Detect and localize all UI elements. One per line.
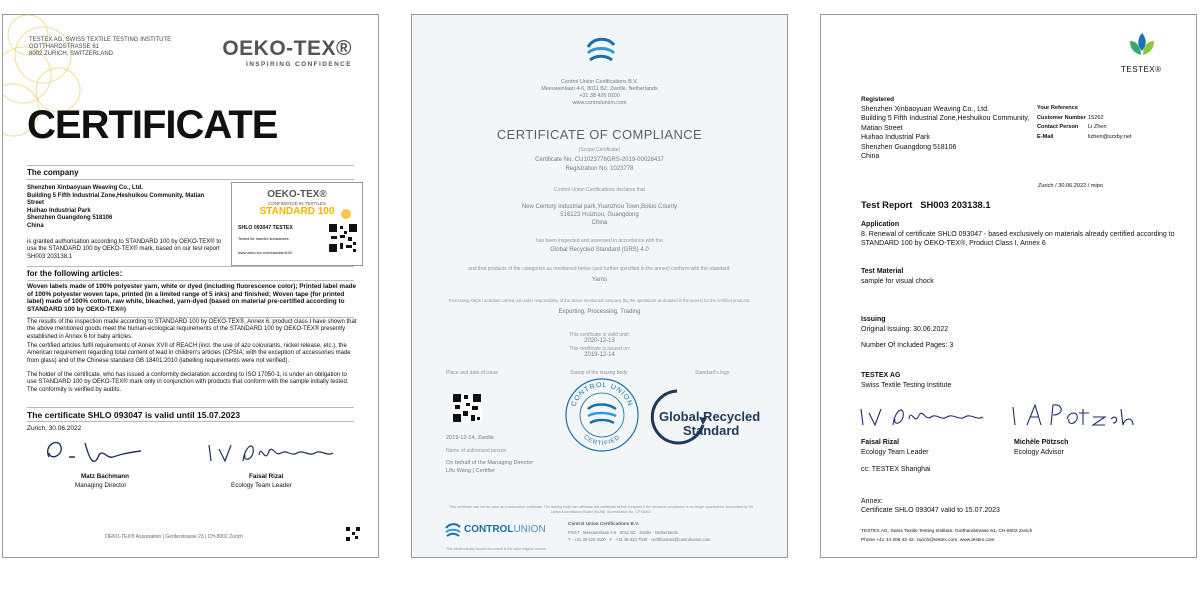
validity-text: The certificate SHLO 093047 is valid until 15.07.2023 [27,410,241,420]
cu-org: Control Union Certifications B.V. [561,79,638,85]
conformity-paragraph: The holder of the certificate, who has issued a conformity declaration according to ISO 17050-1, is under an obligation to use STANDARD 100 by OEKO-TEX® mark only in conjunction with products that conform with the sample initially tested. The conformity is verified by audits. [27,372,349,393]
grs-text-2: Standard [683,423,740,438]
signer-role-1: Ecology Team Leader [861,449,929,456]
place-label: Place and date of issue [446,370,498,376]
signature-rizal [851,395,991,435]
brand-part-1: CONTROL [464,524,514,535]
material-text: sample for visual chock [861,278,934,285]
processing-label: Processing steps / activities carried out under responsibility of the above mentioned company (by the operations as detailed in the annex) for the certified products: [448,298,751,303]
control-union-certificate [411,14,788,558]
qr-code-icon [346,527,360,541]
registered-address: Shenzhen Xinbaoyuan Weaving Co., Ltd. Building 5 Fifth Industrial Zone,Heshuikou Community, Matian Street Huihao Industrial Park Shenzhen Guangdong 518106 China [861,106,1030,161]
cu-address: Meeuwenlaan 4-6, 8011 BZ, Zwolle, Netherlands [541,86,658,92]
label-brand: OEKO-TEX® [267,189,327,200]
label-number: SHLO 093047 TESTEX [238,225,293,231]
brand-part-2: UNION [513,524,546,535]
cu-phone: +31 38 426 0100 [579,93,620,99]
logo-label: Standard's logo [695,370,730,376]
email: lizhen@szxby.net [1088,133,1132,140]
svg-text:CERTIFIED [582,434,621,447]
company-name: TESTEX AG [861,372,901,379]
authorisation-text: is granted authorisation according to STANDARD 100 by OEKO-TEX® to use the STANDARD 100 by OEKO-TEX® mark, based on our test report SH003 203138.1 [27,239,222,260]
issued-date: 2019-12-14 [584,352,615,358]
annex-text: Certificate SHLO 093047 valid to 15.07.2023 [861,507,1000,514]
application-label: Application [861,221,900,228]
certifier: Lifu Wang | Certifier [446,468,496,474]
label-tested: Tested for harmful substances [238,237,289,241]
products-label: and that products of the categories as mentioned below (and further specified in the annex) conform with this standard: [468,266,731,272]
divider [27,165,354,166]
grs-logo [647,385,767,447]
footer-org: Control Union Certifications B.V. [568,521,640,526]
signer-name-2: Faisal Rizal [249,473,284,480]
articles-heading: for the following articles: [27,269,123,278]
signature-bachmann [41,435,151,471]
signer-name-2: Michèle Pötzsch [1014,439,1069,446]
footer-line-2: Phone +41 44 206 42 42, zurich@testex.com, www.testex.com [861,538,995,543]
material-label: Test Material [861,268,904,275]
issuer-address: TESTEX AG, SWISS TEXTILE TESTING INSTITUTE GOTTHARDSTRASSE 61 8002 ZURICH, SWITZERLAND [29,37,172,57]
inspection-paragraph: The results of the inspection made according to STANDARD 100 by OEKO-TEX®, Annex 6, product class I have shown that the above mentioned goods meet the human-ecological requirements of the STANDARD 100 by OEKO-TEX® presently established in Annex 6 for baby articles. [27,319,357,340]
footer-post: POST · Meeuwenlaan 4-6 · 8011 BZ · Zwolle · Netherlands [568,530,678,535]
scope-label: (Scope Certificate) [578,147,621,153]
testex-wordmark: TESTEX® [1121,65,1162,74]
qr-code-icon [328,223,358,253]
label-standard: STANDARD 100 [259,206,335,217]
signer-name-1: Faisal Rizal [861,439,900,446]
sun-icon [338,206,354,222]
on-behalf: On behalf of the Managing Director [446,460,534,466]
report-title: Test Report SH003 203138.1 [861,199,991,210]
company-address: Shenzhen Xinbaoyuan Weaving Co., Ltd. Building 5 Fifth Industrial Zone,Heshuikou Community, Matian Street Huihao Industrial Park Shenzhen Guangdong 518106 China [27,185,205,229]
application-text: 8. Renewal of certificate SHLO 093047 - based exclusively on materials already certified according to STANDARD 100 by OEKO-TEX®, Product Class I, Annex 6 [861,231,1175,248]
registered-label: Registered [861,96,895,103]
customer-label: Customer Number [1037,114,1086,121]
place-date: Zurich / 30.06.2022 / mipo [1038,183,1103,189]
reference-block [1037,104,1187,142]
contact-person: Li Zhen [1088,124,1107,131]
valid-until: 2020-12-13 [584,338,615,344]
articles-text: Woven labels made of 100% polyester yarn, white or dyed (including fluorescence color); Printed label made of 100% polyester woven tape, printed (in a limited range of 5 inks) and finished; Woven tape (for printed label) made of 100% cotton, raw white, bleached, yarn-dyed (based on material pre-certified according to STANDARD 100 by OEKO-TEX®) [27,283,357,313]
electronic-note: This electronically issued document is the valid original version [446,547,546,551]
control-union-footer-icon [444,521,462,539]
control-union-seal [562,375,642,455]
institute-name: Swiss Textile Testing Institute [861,382,952,389]
reference-label: Your Reference [1037,105,1078,111]
issued-label: This certificate is issued on: [568,346,631,352]
divider [27,280,354,281]
declares-label: Control Union Certifications declares that [554,187,645,193]
processing-steps: Exporting, Processing, Trading [558,309,641,315]
oeko-tex-logo: OEKO-TEX® [222,37,352,60]
signer-role-2: Ecology Advisor [1014,449,1064,456]
included-pages: Number Of Included Pages: 3 [861,342,954,349]
footer-address: OEKO-TEX® Association | Genferstrasse 23 | CH-8002 Zurich [105,534,244,540]
signer-role-1: Managing Director [75,482,127,489]
contact-label: Contact Person [1037,124,1079,131]
divider [27,266,354,267]
control-union-wordmark [464,524,546,535]
oeko-tex-tagline: INSPIRING CONFIDENCE [245,61,352,68]
issue-date: Zurich, 30.06.2022 [27,425,82,432]
authorised-label: Name of authorised person [446,448,507,454]
cert-number: Certificate No. CU1023778GRS-2019-00028437 [535,157,664,163]
footer-line-1: TESTEX AG, Swiss Textile Testing Institute, Gotthardstrasse 61, CH-8002 Zurich [861,529,1033,534]
divider [27,179,354,180]
registration-number: Registration No. 1023778 [565,166,634,172]
place-date: 2019-12-14, Zwolle [446,435,494,441]
annex-label: Annex: [861,498,883,505]
divider [27,317,354,318]
company-line-1: New Century industrial park,Yuanzhou Town,Boluo County [521,204,678,210]
grs-text-1: Global Recycled [659,409,761,424]
divider [27,421,354,422]
control-union-logo-icon [584,33,618,67]
certificate-title: CERTIFICATE [27,103,278,147]
label-url: www.oeko-tex.com/standard100 [238,251,293,255]
standard-name: Global Recycled Standard (GRS) 4.0 [550,247,649,253]
company-heading: The company [27,168,79,177]
testex-test-report [820,14,1197,558]
company-line-2: 516123 Huizhou, Guangdong [560,212,639,218]
qr-code-icon [452,393,482,423]
original-issuing: Original Issuing: 30.06.2022 [861,326,949,333]
footer-contact: T · +31 38 426 0100 · F · +31 38 423 7040 · certifications@controlunion.com [568,537,711,542]
seal-label: Stamp of the issuing body [570,370,628,376]
reach-paragraph: The certified articles fulfil requirements of Annex XVII of REACH (incl. the use of azo colourants, nickel release, etc.), the American requirement regarding total content of lead in children's articles (CPSIA; with the exception of accessories made from glass) and of the Chinese standard GB 18401:2010 (labelling requirements were not verified). [27,343,351,364]
issuing-label: Issuing [861,316,886,323]
company-line-3: China [591,220,608,226]
standard-100-label [231,182,363,266]
signer-role-2: Ecology Team Leader [231,482,292,489]
signature-rizal [203,435,343,471]
seal-bottom-text: CERTIFIED [582,434,622,448]
testex-logo-icon [1127,31,1157,61]
disclaimer: This certificate can not be used as a transaction certificate. The issuing body can withdraw this certificate before it expires if the declared compliance is no longer guaranteed. Accredited by Sri Lanka Accreditation Board (SLAB), Accreditation No. CP 00401 [449,505,753,514]
inspected-label: has been inspected and assessed in accordance with the [536,238,663,244]
valid-until-label: This certificate is valid until: [569,332,630,338]
signer-name-1: Matz Bachmann [81,473,129,480]
cc-line: cc: TESTEX Shanghai [861,466,931,473]
oeko-tex-certificate [2,14,379,558]
email-label: E-Mail [1037,133,1054,140]
seal-top-text: CONTROL UNION [570,381,634,408]
divider [27,407,354,408]
customer-number: 15262 [1088,114,1104,121]
coc-title: CERTIFICATE OF COMPLIANCE [496,127,703,142]
product: Yarns [591,277,608,283]
label-confidence: CONFIDENCE IN TEXTILES [268,201,326,206]
cu-url: www.controlunion.com [572,100,627,106]
signature-poetzsch [1007,395,1157,435]
